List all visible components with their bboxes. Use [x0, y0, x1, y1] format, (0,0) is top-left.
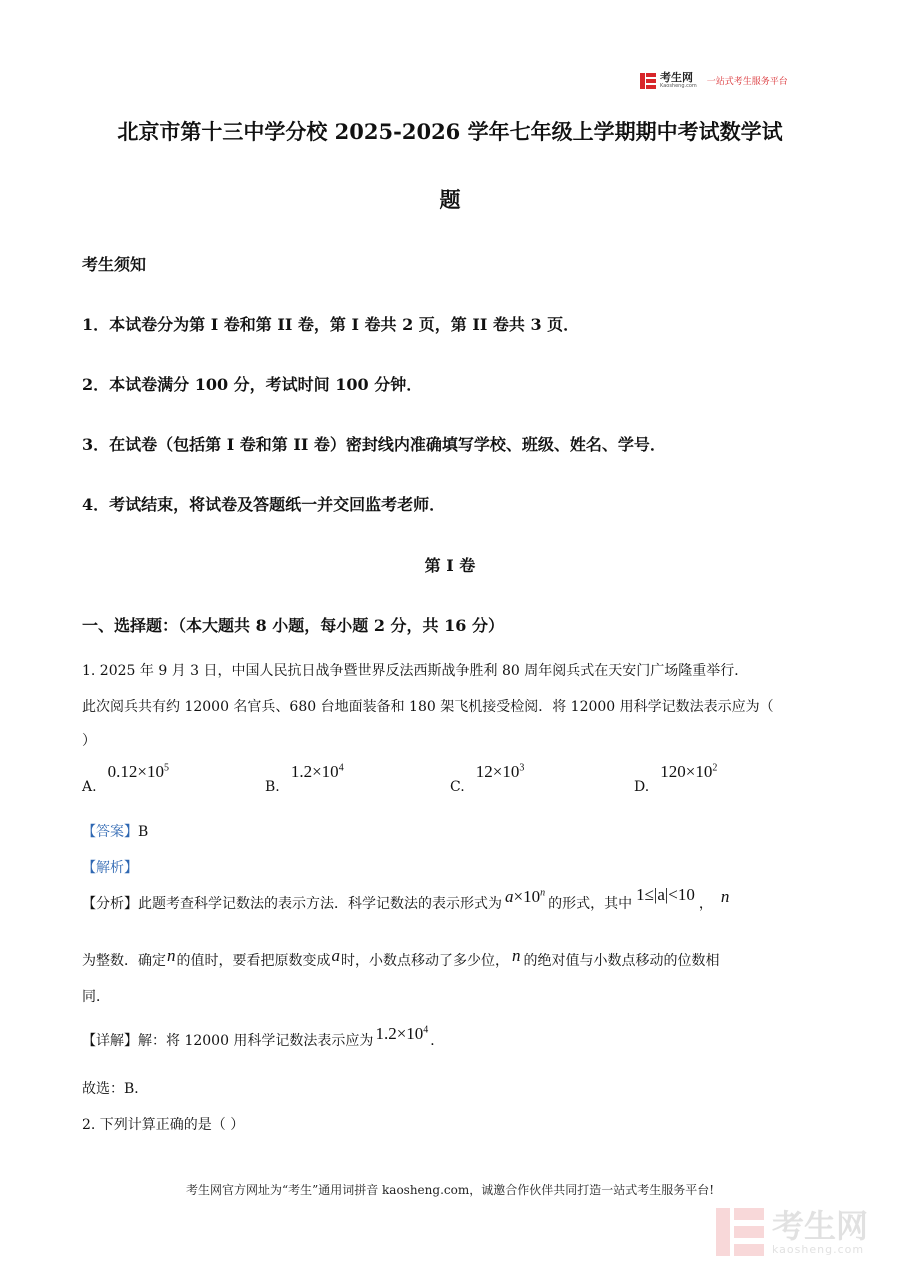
notice-item: 1．本试卷分为第 I 卷和第 II 卷，第 I 卷共 2 页，第 II 卷共 3 页． [82, 315, 580, 334]
analysis-line2: 为整数．确定 n 的值时，要看把原数变成 a 时，小数点移动了多少位， n 的绝对值与小数点移动的位数相 [82, 946, 720, 969]
notice-item: 4．考试结束，将试卷及答题纸一并交回监考老师． [82, 495, 446, 514]
q1-option-b [265, 762, 344, 795]
watermark-url: kaosheng.com [772, 1242, 865, 1256]
notice-item: 3．在试卷（包括第 I 卷和第 II 卷）密封线内准确填写学校、班级、姓名、学号． [82, 435, 666, 454]
kaosheng-watermark-icon [716, 1208, 764, 1256]
option-label: C. [450, 779, 465, 795]
logo-url: Kaosheng.com [660, 83, 697, 89]
page-title-line1: 北京市第十三中学分校 2025-2026 学年七年级上学期期中考试数学试 [117, 119, 783, 144]
watermark-name: 考生网 [772, 1206, 869, 1245]
page-title-line2: 题 [439, 187, 461, 212]
notice-item: 2．本试卷满分 100 分，考试时间 100 分钟． [82, 375, 423, 394]
choose-line: 故选：B． [82, 1081, 149, 1097]
watermark [716, 1208, 868, 1256]
q1-stem-line3: ） [82, 733, 96, 749]
volume-title: 第 I 卷 [424, 556, 476, 575]
option-label: A. [82, 779, 97, 795]
q1-option-c [450, 762, 525, 795]
analysis-line1: 【分析】此题考查科学记数法的表示方法．科学记数法的表示形式为 $a\times 10^n$ 的形式，其中 1≤|a|<10 ， n [82, 885, 730, 912]
option-math: $0.12\times 10^5$ [107, 762, 169, 781]
detail-line: 【详解】解：将 12000 用科学记数法表示应为 $1.2\times 10^4$ ． [82, 1024, 445, 1049]
q1-stem-line2: 此次阅兵共有约 12000 名官兵、680 台地面装备和 180 架飞机接受检阅．将 12000 用科学记数法表示应为（ [82, 699, 774, 715]
kaosheng-logo-icon [640, 73, 656, 89]
option-math: $1.2\times 10^4$ [290, 762, 344, 781]
option-math: $120\times 10^2$ [660, 762, 718, 781]
option-math: $12\times 10^3$ [475, 762, 525, 781]
q1-stem-line1: 1. 2025 年 9 月 3 日，中国人民抗日战争暨世界反法西斯战争胜利 80 周年阅兵式在天安门广场隆重举行． [82, 663, 749, 679]
q2-stem: 2. 下列计算正确的是（ ） [82, 1117, 245, 1133]
q1-answer [82, 821, 148, 841]
section-title: 一、选择题：（本大题共 8 小题，每小题 2 分，共 16 分） [82, 616, 504, 635]
header-logo [640, 72, 788, 89]
option-label: B. [265, 779, 280, 795]
page-footer: 考生网官方网址为“考生”通用词拼音 kaosheng.com，诚邀合作伙伴共同打造一站式考生服务平台! [185, 1183, 715, 1197]
analysis-line3: 同． [82, 989, 110, 1005]
q1-option-a [82, 762, 169, 795]
analysis-tag: 【解析】 [82, 860, 138, 876]
answer-value: B [138, 824, 149, 840]
answer-tag: 【答案】 [82, 824, 138, 840]
option-label: D. [634, 779, 650, 795]
logo-slogan: 一站式考生服务平台 [706, 77, 788, 87]
notice-heading: 考生须知 [82, 255, 147, 274]
logo-name: 考生网 [660, 71, 693, 84]
q1-option-d [634, 762, 718, 795]
